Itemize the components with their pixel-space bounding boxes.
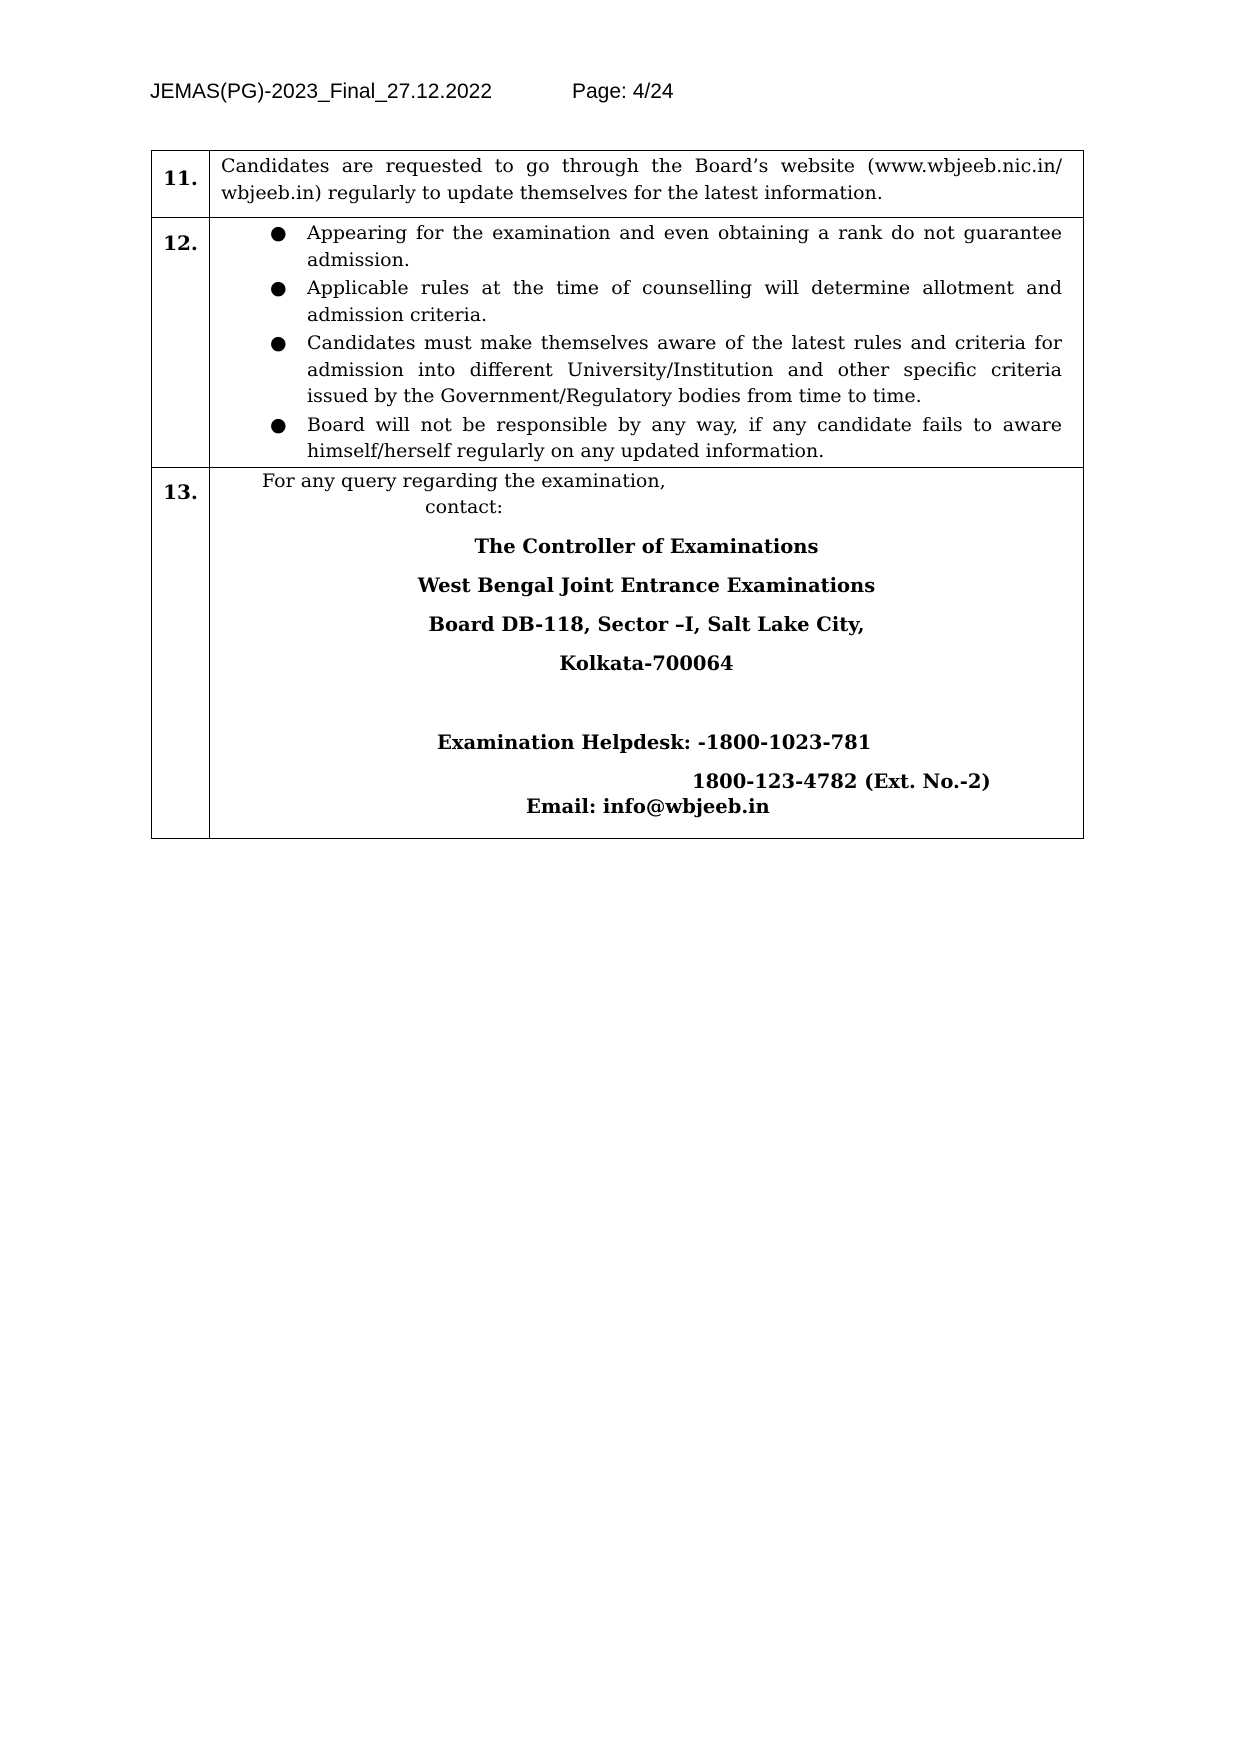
- list-item-text: Appearing for the examination and even obtaining a rank do not guarantee admission.: [307, 222, 1062, 271]
- document-id: JEMAS(PG)-2023_Final_27.12.2022: [150, 80, 493, 103]
- contact-block: [210, 468, 1083, 838]
- organization-name: West Bengal Joint Entrance Examinations: [417, 573, 876, 597]
- bullet-icon: ●: [270, 277, 287, 299]
- page-number: Page: 4/24: [572, 80, 674, 103]
- row-number-cell: [152, 218, 210, 468]
- website-notice: Candidates are requested to go through the Board’s website (www.wbjeeb.nic.in/ wbjeeb.in) regularly to update themselves for the latest information.: [221, 155, 1062, 204]
- bullet-icon: ●: [270, 332, 287, 354]
- list-item: [270, 275, 1062, 328]
- bullet-icon: ●: [270, 222, 287, 244]
- table-row: [152, 151, 1084, 218]
- email-line: Email: info@wbjeeb.in: [526, 794, 770, 818]
- row-content-cell: [210, 467, 1084, 838]
- list-item: [270, 330, 1062, 410]
- row-number: 12.: [163, 231, 198, 255]
- list-item: [270, 412, 1062, 465]
- information-table: [151, 150, 1084, 839]
- office-title: The Controller of Examinations: [474, 534, 819, 558]
- city-line: Kolkata-700064: [559, 651, 734, 675]
- row-content-cell: [210, 151, 1084, 218]
- list-item-text: Board will not be responsible by any way, if any candidate fails to aware himself/herself regularly on any updated information.: [307, 413, 1062, 462]
- admission-notes-list: [210, 218, 1083, 465]
- row-number: 13.: [163, 479, 198, 504]
- table-row: [152, 467, 1084, 838]
- row-content-cell: [210, 218, 1084, 468]
- table-row: [152, 218, 1084, 468]
- list-item-text: Applicable rules at the time of counselling will determine allotment and admission criteria.: [307, 277, 1062, 326]
- list-item: [270, 220, 1062, 273]
- row-number-cell: [152, 151, 210, 218]
- helpdesk-alt-number: 1800-123-4782 (Ext. No.-2): [692, 769, 991, 793]
- query-line: For any query regarding the examination,: [262, 469, 666, 492]
- helpdesk-number: Examination Helpdesk: -1800-1023-781: [437, 730, 872, 754]
- page-header: [150, 80, 674, 104]
- address-line: Board DB-118, Sector –I, Salt Lake City,: [428, 612, 865, 636]
- row-number-cell: [152, 467, 210, 838]
- contact-line: contact:: [425, 495, 503, 518]
- bullet-icon: ●: [270, 413, 287, 436]
- list-item-text: Candidates must make themselves aware of the latest rules and criteria for admission into different University/Institution and other specific criteria issued by the Government/Regulatory bodies from time to time.: [307, 332, 1062, 407]
- row-number: 11.: [163, 166, 198, 190]
